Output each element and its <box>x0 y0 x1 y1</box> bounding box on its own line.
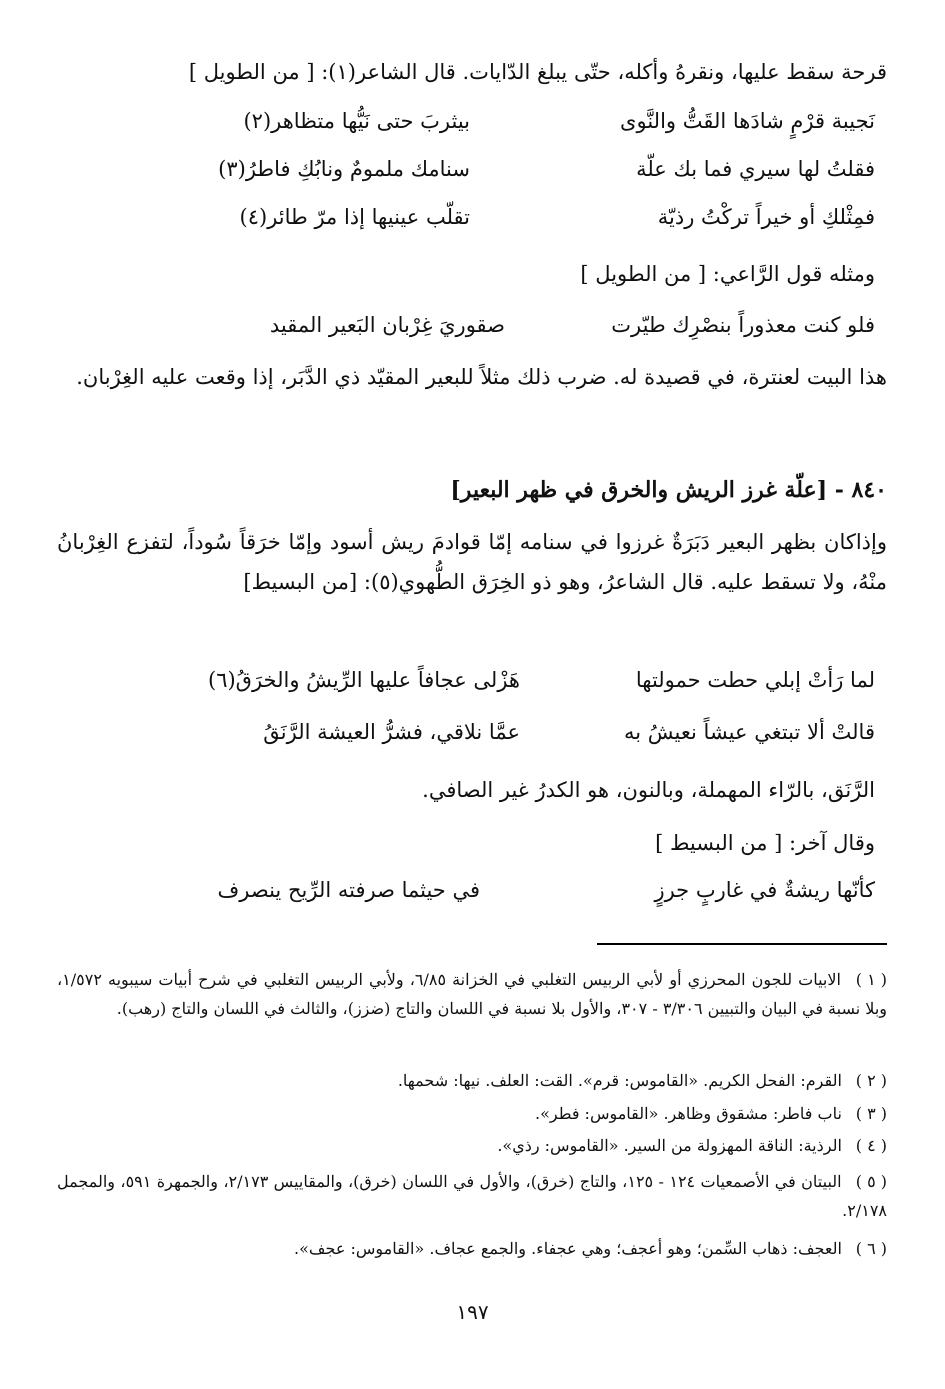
poem3-verse-1 <box>0 660 945 700</box>
poem1-verse-2 <box>0 149 945 189</box>
verse-second-hemistich: تقلّب عينيها إذا مرّ طائر(٤) <box>239 205 470 229</box>
poem4-verse <box>0 870 945 910</box>
verse-first-hemistich: فمِثْلكِ أو خيراً تركْتُ رذيّة <box>657 205 875 229</box>
verse-second-hemistich: بيثربَ حتى نَيُّها متظاهر(٢) <box>243 109 470 133</box>
footnote-number: ( ٣ ) <box>855 1104 887 1123</box>
footnote-3 <box>57 1099 887 1128</box>
verse-second-hemistich: صقوريَ غِرْبان البَعير المقيد <box>269 313 505 337</box>
footnote-number: ( ٥ ) <box>855 1172 888 1191</box>
verse-first-hemistich: نَجيبة قرْمٍ شادَها القَتُّ والنَّوى <box>620 109 875 133</box>
footnote-text: ناب فاطر: مشقوق وظاهر. «القاموس: فطر». <box>534 1104 842 1123</box>
verse-first-hemistich: فلو كنت معذوراً بنصْرِك طيّرت <box>611 313 875 337</box>
footnote-text: البيتان في الأصمعيات ١٢٤ - ١٢٥، والتاج (خرق)، والأول في اللسان (خرق)، والمقاييس ٢/١٧٣، والجمهرة ٥٩١، والمجمل ٢/١٧٨. <box>57 1172 887 1220</box>
footnote-number: ( ٤ ) <box>855 1136 887 1155</box>
raei-intro: ومثله قول الرَّاعي: [ من الطويل ] <box>580 262 875 286</box>
verse-second-hemistich: عمَّا نلاقي، فشرُّ العيشة الرَّنَقُ <box>263 720 520 744</box>
footnote-number: ( ٦ ) <box>855 1239 887 1258</box>
footnote-number: ( ١ ) <box>855 970 888 989</box>
footnote-4 <box>57 1131 887 1160</box>
footnote-text: الرذية: الناقة المهزولة من السير. «القاموس: رذي». <box>497 1136 842 1155</box>
verse-second-hemistich: في حيثما صرفته الرِّيح ينصرف <box>217 878 480 902</box>
poem1-verse-3 <box>0 197 945 237</box>
footnote-text: الابيات للجون المحرزي أو لأبي الربيس التغلبي في الخزانة ٦/٨٥، ولأبي الربيس التغلبي في شرح أبيات سيبويه ١/٥٧٢، وبلا نسبة في البيان والتبيين ٣/٣٠٦ - ٣٠٧، والأول بلا نسبة في اللسان والتاج (ضزز)، والثالث في اللسان والتاج (رهب). <box>57 970 887 1018</box>
poem3-verse-2 <box>0 712 945 752</box>
footnote-text: القرم: الفحل الكريم. «القاموس: قرم». القت: العلف. نيها: شحمها. <box>397 1071 842 1090</box>
poem2-verse <box>0 305 945 345</box>
verse-second-hemistich: سنامك ملمومٌ ونابُكِ فاطرُ(٣) <box>218 157 470 181</box>
footnote-1 <box>57 965 887 1023</box>
section-body: وإذاكان بظهر البعير دَبَرَةٌ غرزوا في سنامه إمّا قوادمَ ريش أسود وإمّا خرَقاً سُوداً، لتفزع الغِرْبانُ منْهُ، ولا تسقط عليه. قال الشاعرُ، وهو ذو الخِرَق الطُّهوي(٥): [من البسيط] <box>57 530 887 594</box>
ranaq-gloss: الرَّنَق، بالرّاء المهملة، وبالنون، هو الكدرُ غير الصافي. <box>422 778 875 802</box>
poem1-verse-1 <box>0 101 945 141</box>
antara-note: هذا البيت لعنترة، في قصيدة له. ضرب ذلك مثلاً للبعير المقيّد ذي الدَّبَر، إذا وقعت عليه الغِرْبان. <box>76 365 887 389</box>
verse-first-hemistich: كأنّها ريشةٌ في غاربٍ جرزٍ <box>654 878 875 902</box>
verse-first-hemistich: قالتْ ألا تبتغي عيشاً نعيشُ به <box>624 720 875 744</box>
intro-paragraph: قرحة سقط عليها، ونقرهُ وأكله، حتّى يبلغ الدّايات. قال الشاعر(١): [ من الطويل ] <box>188 60 887 84</box>
section-heading: ٨٤٠ - [علّة غرز الريش والخرق في ظهر البعير] <box>450 477 887 503</box>
verse-first-hemistich: فقلتُ لها سيري فما بك علّة <box>636 157 875 181</box>
footnote-2 <box>57 1066 887 1095</box>
footnote-divider <box>597 943 887 945</box>
footnote-number: ( ٢ ) <box>855 1071 887 1090</box>
verse-second-hemistich: هَزْلى عجافاً عليها الرِّيشُ والخرَقُ(٦) <box>207 668 520 692</box>
verse-first-hemistich: لما رَأتْ إبلي حطت حمولتها <box>635 668 875 692</box>
footnote-5 <box>57 1167 887 1225</box>
akhar-intro: وقال آخر: [ من البسيط ] <box>655 831 875 855</box>
page-number: ١٩٧ <box>456 1300 489 1324</box>
footnote-text: العجف: ذهاب السِّمن؛ وهو أعجف؛ وهي عجفاء. والجمع عجاف. «القاموس: عجف». <box>294 1239 842 1258</box>
footnote-6 <box>57 1234 887 1263</box>
